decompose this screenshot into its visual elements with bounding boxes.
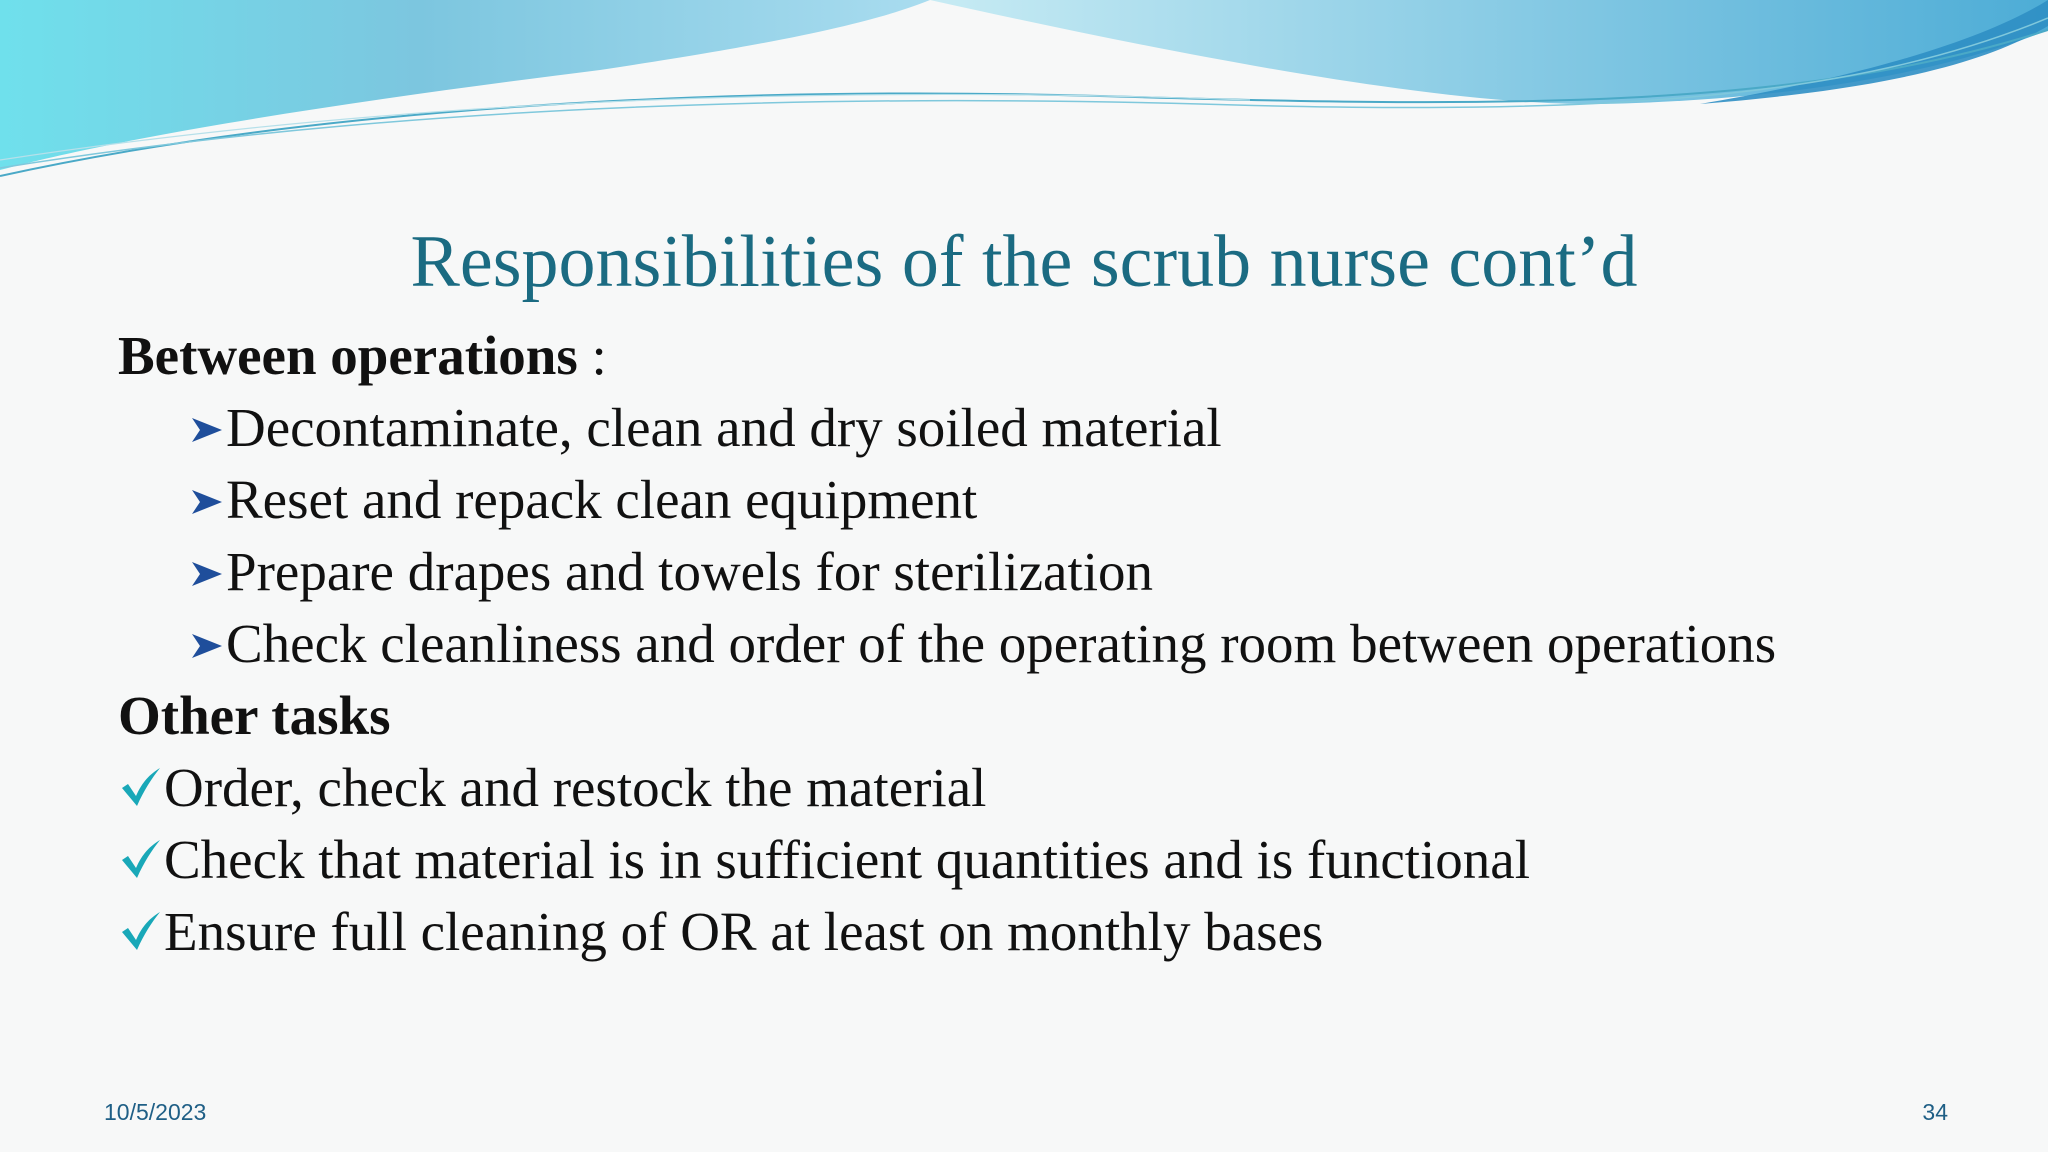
- list-item-text: Order, check and restock the material: [164, 757, 987, 818]
- list-item: [118, 896, 1998, 968]
- arrow-icon: [188, 482, 226, 522]
- list-item: [118, 752, 1998, 824]
- list-item-text: Decontaminate, clean and dry soiled material: [226, 397, 1222, 458]
- section-heading-text: Other tasks: [118, 685, 391, 746]
- list-item: [118, 392, 1998, 464]
- checkmark-icon: [118, 764, 164, 810]
- section-heading-other-tasks: [118, 680, 1998, 752]
- arrow-icon: [188, 554, 226, 594]
- arrow-icon: [188, 410, 226, 450]
- list-item-text: Check that material is in sufficient quantities and is functional: [164, 829, 1531, 890]
- section-heading-text: Between operations: [118, 325, 578, 386]
- slide-date: 10/5/2023: [104, 1099, 207, 1125]
- list-item-text: Prepare drapes and towels for sterilization: [226, 541, 1154, 602]
- slide-title: Responsibilities of the scrub nurse cont’d: [410, 221, 1638, 303]
- arrow-icon: [188, 626, 226, 666]
- list-item-text: Check cleanliness and order of the operating room between operations: [226, 613, 1777, 674]
- list-item: [118, 824, 1998, 896]
- list-item: [118, 464, 1998, 536]
- slide-body: [118, 320, 1998, 968]
- slide-number: 34: [1922, 1099, 1948, 1125]
- list-item-text: Reset and repack clean equipment: [226, 469, 978, 530]
- header-wave-decoration: [0, 0, 2048, 190]
- checkmark-icon: [118, 908, 164, 954]
- section-heading-colon: :: [577, 325, 607, 386]
- list-item: [118, 536, 1998, 608]
- section-heading-between-operations: [118, 320, 1998, 392]
- list-item: [118, 608, 1998, 680]
- checkmark-icon: [118, 836, 164, 882]
- list-item-text: Ensure full cleaning of OR at least on monthly bases: [164, 901, 1324, 962]
